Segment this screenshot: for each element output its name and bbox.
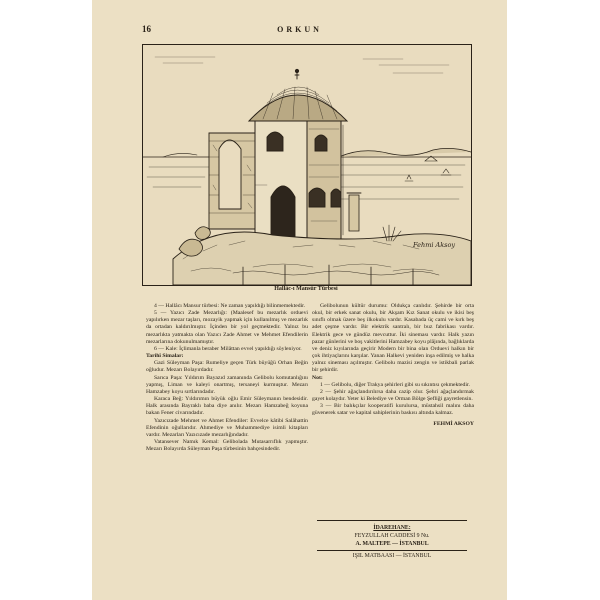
paragraph: Tarihî Simalar: — [146, 353, 184, 360]
tomb-illustration — [142, 44, 472, 286]
left-column — [146, 303, 308, 453]
paragraph: Gelibolunun kültür durumu: Oldukça canlıdır. Şehirde bir orta okul, bir erkek sanat okulu, bir Akşam Kız Sanat okulu ve ikisi beş sınıflı olmak üzere beş ilkokulu vardır. Kasabada üç cami ve kırk beş adet çeşme vardır. Bir elektrik santralı, bir buz fabrikası vardır. Elektrik gece ve gündüz mevcuttur. İki sineması vardır. Halk yazın pazar günlerini ve boş vakitlerini Hamzabey koyu plâjında, bağlıklarda ve deniz kıyılarında geçirir Modern bir bina olan Orduevi halkın bir çok ihtiyaçlarını karşılar. Yanan Halkevi yeniden inşa edilmiş ve halka yalnız sineması açılmıştır. Gelibolu mazisi zengin ve istikbali parlak bir şehirdir. — [312, 303, 474, 374]
paragraph: 6 — Kale: İçlimanla beraber Milâttan evvel yapıldığı söyleniyor. — [154, 345, 302, 352]
imprint-box — [317, 520, 467, 560]
paragraph: Gazi Süleyman Paşa: Rumeliye geçen Türk büyüğü Orhan Beğin oğludur. Mezarı Bolayırdadır. — [146, 360, 308, 374]
imprint-printer: IŞIL MATBAASI — İSTANBUL — [317, 550, 467, 560]
right-column — [312, 303, 474, 428]
paragraph: Sarıca Paşa: Yıldırım Bayazıd zamanında Gelibolu komutanlığını yapmış, Liman ve kaleyi onartmış, tersaneyi kurmuştur. Mezarı Hamzabey koyu sırtlarındadır. — [146, 374, 308, 395]
illustration-caption: Hallâc-ı Mansûr Türbesi — [274, 286, 338, 292]
imprint-label: İDAREHANE: — [373, 525, 411, 531]
paragraph: Not: — [312, 374, 323, 381]
paragraph: Yazıcızade Mehmet ve Ahmet Efendiler: Evvelce kâtibi Salâhattin Efendinin oğullarıdır. Ahmediye ve Muhammediye isimli kitapları vardır. Mezarları Yazıcızade mezarlığındadır. — [146, 417, 308, 438]
journal-title: ORKUN — [277, 25, 322, 34]
imprint-district: A. MALTEPE — İSTANBUL — [355, 541, 429, 547]
imprint-address: FEYZULLAH CADDESİ 9 Nu. — [354, 533, 430, 539]
magazine-page — [92, 0, 507, 600]
paragraph: Karaca Beğ: Yıldırımın büyük oğlu Emir Süleymanın bendesidir. Halk arasında Bayraklı baba diye anılır. Mezarı Hamzabeğ koyuna bakan Fener civarındadır. — [146, 396, 308, 417]
paragraph: Vatansever Namık Kemal: Gelibolada Mutasarrıflık yapmıştır. Mezarı Bolayırda Süleyman Paşa türbesinin bahçesindedir. — [146, 438, 308, 453]
paragraph: 2 — Şehir ağaçlandırılırsa daha cazip olur. Şehri ağaçlandırmak gayet kolaydır. Yeter ki Belediye ve Orman Bölge Şefliği gayretlensin. — [312, 388, 474, 403]
author-signature: FEHMİ AKSOY — [433, 420, 474, 427]
artist-signature: Fehmi Aksoy — [413, 241, 456, 249]
paragraph: 4 — Hallâcı Mansur türbesi: Ne zaman yapıldığı bilinmemektedir. — [154, 303, 306, 309]
paragraph: 3 — Bir balıkçılar kooperatifi kurulursa, müstahsil malını daha güvenerek satar ve kapital sahiplerinin baskısı altında kalmaz. — [312, 403, 474, 417]
paragraph: 1 — Gelibolu, diğer Trakya şehirleri gibi su sıkıntısı çekmektedir. — [320, 381, 470, 388]
page-number: 16 — [142, 24, 151, 34]
paragraph: 5 — Yazıcı Zade Mezarlığı: (Maalesef bu mezarlık orduevi yapılırken mezar taşları, mozayik yapmak için kullanılmış ve mezarlık da ortadan kaldırılmıştır. İçinden bir yol geçmektedir. Yalnız bu mezarlıkta yatmakta olan Yazıcı Zade Ahmet ve Mehmet Efendilerin mezarlarına dokunulmamıştır. — [146, 310, 308, 345]
